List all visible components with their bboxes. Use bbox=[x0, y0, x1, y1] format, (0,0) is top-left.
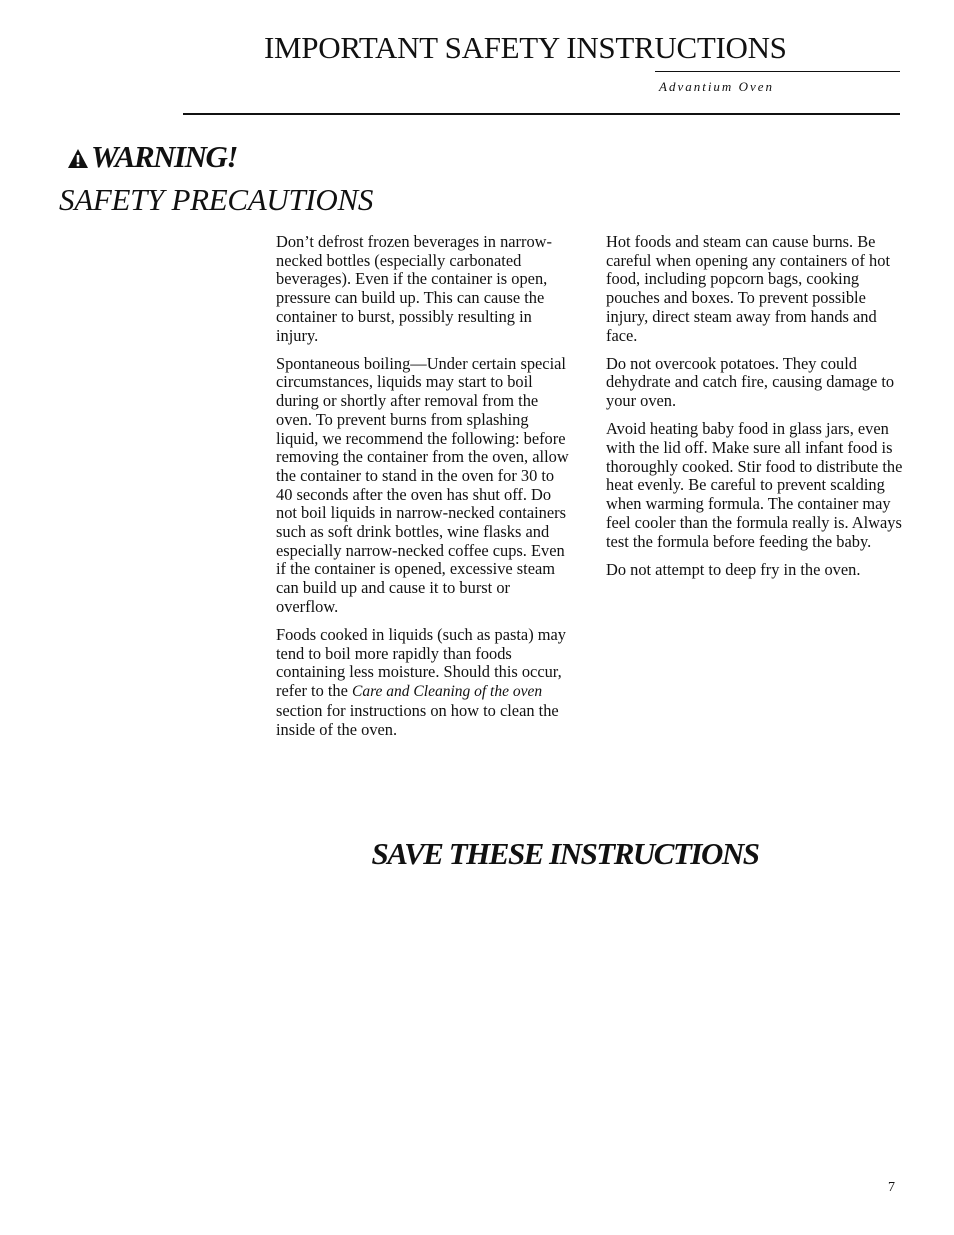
warning-triangle-icon bbox=[67, 148, 89, 170]
paragraph bbox=[276, 626, 574, 739]
paragraph: Don’t defrost frozen beverages in narrow-necked bottles (especially carbonated beverages). Even if the container is open, pressure can build up. This can cause the container to burst, possibly resulting in injury. bbox=[276, 232, 552, 345]
product-subtitle: Advantium Oven bbox=[659, 79, 775, 94]
save-instructions-heading: SAVE THESE INSTRUCTIONS bbox=[371, 836, 759, 871]
paragraph: Spontaneous boiling—Under certain special circumstances, liquids may start to boil during or shortly after removal from the oven. To prevent burns from splashing liquid, we recommend the following: before removing the container from the oven, allow the container to stand in the oven for 30 to 40 seconds after the oven has shut off. Do not boil liquids in narrow-necked containers such as soft drink bottles, wine flasks and especially narrow-necked coffee cups. Even if the container is opened, excessive steam can build up and cause it to burst or overflow. bbox=[276, 353, 569, 616]
section-title: SAFETY PRECAUTIONS bbox=[59, 182, 374, 217]
warning-heading bbox=[67, 139, 237, 175]
subtitle-rule bbox=[655, 71, 900, 72]
warning-label: WARNING! bbox=[91, 139, 237, 174]
paragraph: Avoid heating baby food in glass jars, even with the lid off. Make sure all infant food is thoroughly cooked. Stir food to distribute the heat evenly. Be careful to prevent scalding when warming formula. The container may feel cooler than the formula really is. Always test the formula before feeding the baby. bbox=[606, 419, 903, 551]
header-rule bbox=[183, 113, 900, 115]
left-column bbox=[276, 233, 574, 749]
care-cleaning-reference: Care and Cleaning of the oven bbox=[352, 683, 543, 701]
paragraph: Do not attempt to deep fry in the oven. bbox=[606, 559, 861, 579]
paragraph: Hot foods and steam can cause burns. Be careful when opening any containers of hot food, including popcorn bags, cooking pouches and boxes. To prevent possible injury, direct steam away from hands and face. bbox=[606, 232, 891, 345]
paragraph-text: Foods cooked in liquids (such as pasta) may tend to boil more rapidly than foods containing less moisture. Should this occur, refer to the bbox=[276, 625, 566, 701]
page-title: IMPORTANT SAFETY INSTRUCTIONS bbox=[264, 30, 787, 65]
page-number: 7 bbox=[888, 1180, 895, 1195]
paragraph: Do not overcook potatoes. They could dehydrate and catch fire, causing damage to your oven. bbox=[606, 353, 895, 411]
right-column bbox=[606, 233, 906, 589]
paragraph-text: section for instructions on how to clean the inside of the oven. bbox=[276, 700, 559, 739]
